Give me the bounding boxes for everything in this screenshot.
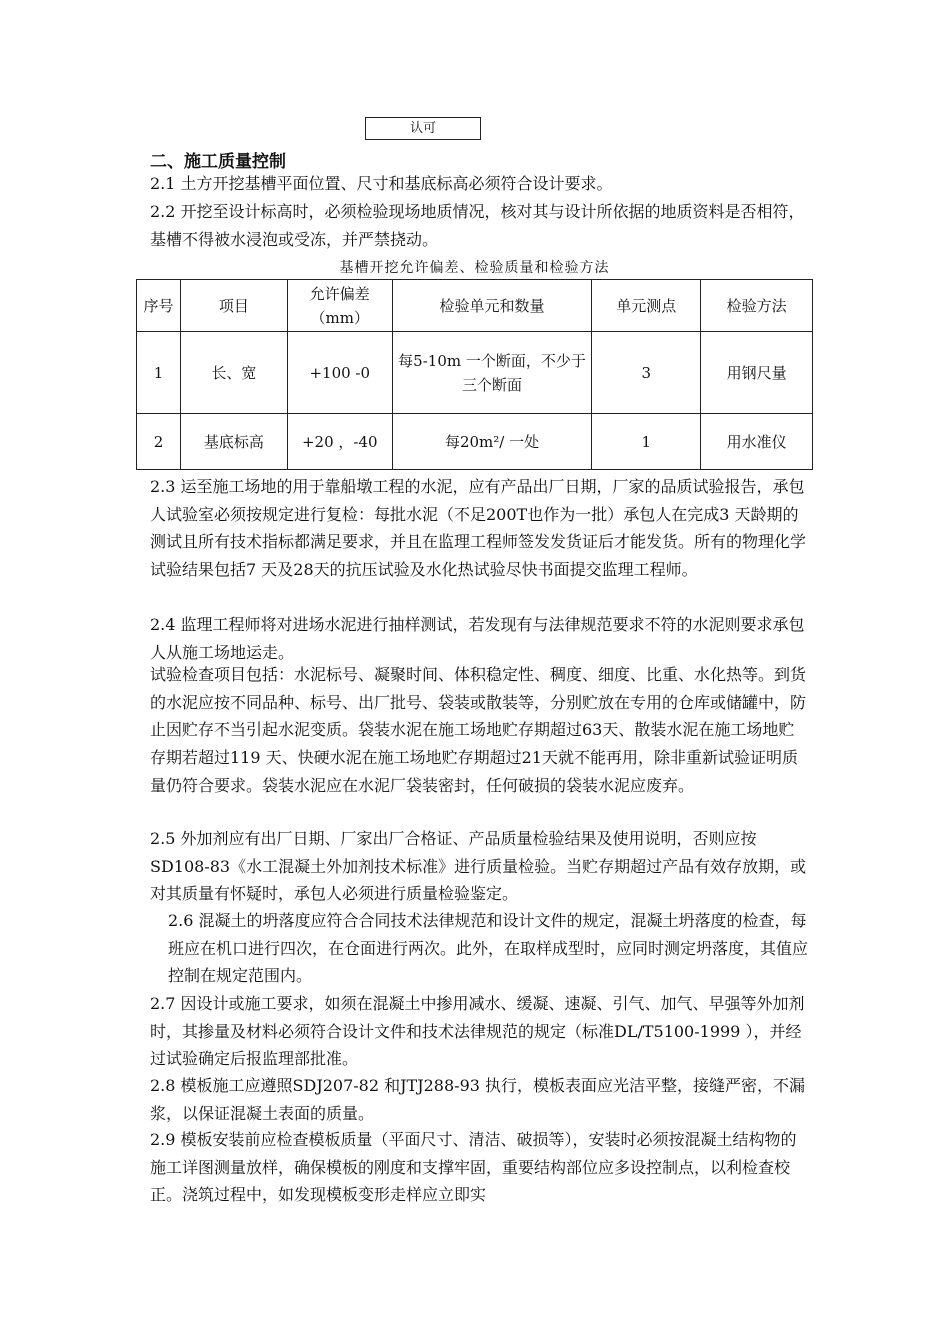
header-cell: 检验方法 [701, 280, 813, 332]
table-row [137, 414, 813, 470]
header-cell: 序号 [137, 280, 181, 332]
approval-stamp-box: 认可 [365, 117, 481, 140]
table-cell: 3 [592, 332, 701, 414]
table-cell: 2 [137, 414, 181, 470]
header-cell: 项目 [180, 280, 287, 332]
section-heading: 二、施工质量控制 [150, 152, 286, 172]
table-cell: 基底标高 [180, 414, 287, 470]
table-caption: 基槽开挖允许偏差、检验质量和检验方法 [339, 260, 610, 276]
table-header-row [137, 280, 813, 332]
table-cell: 每20m²/ 一处 [392, 414, 592, 470]
table-cell: 每5-10m 一个断面，不少于三个断面 [392, 332, 592, 414]
inspection-table [136, 279, 813, 470]
table-cell: +20 ，-40 [287, 414, 392, 470]
table-cell: 长、宽 [180, 332, 287, 414]
paragraph-2-2: 2.2 开挖至设计标高时，必须检验现场地质情况，核对其与设计所依据的地质资料是否相符，基槽不得被水浸泡或受冻，并严禁挠动。 [150, 202, 805, 249]
paragraph-test-items: 试验检查项目包括：水泥标号、凝聚时间、体积稳定性、稠度、细度、比重、水化热等。到货的水泥应按不同品种、标号、出厂批号、袋装或散装等，分别贮放在专用的仓库或储罐中，防止因贮存不当引起水泥变质。袋装水泥在施工场地贮存期超过63天、散装水泥在施工场地贮存期若超过119 天、快硬水泥在施工场地贮存期超过21天就不能再用，除非重新试验证明质量仍符合要求。袋装水泥应在水泥厂袋装密封，任何破损的袋装水泥应废弃。 [150, 665, 807, 795]
paragraph-2-9: 2.9 模板安装前应检查模板质量（平面尺寸、清洁、破损等），安装时必须按混凝土结构物的施工详图测量放样，确保模板的刚度和支撑牢固，重要结构部位应多设控制点，以利检查校正。浇筑过程中，如发现模板变形走样应立即实 [150, 1130, 797, 1205]
paragraph-2-4: 2.4 监理工程师将对进场水泥进行抽样测试，若发现有与法律规范要求不符的水泥则要求承包人从施工场地运走。 [150, 615, 805, 662]
paragraph-2-1: 2.1 土方开挖基槽平面位置、尺寸和基底标高必须符合设计要求。 [150, 174, 613, 193]
table-cell: +100 -0 [287, 332, 392, 414]
header-cell: 允许偏差（mm） [287, 280, 392, 332]
table-cell: 用水准仪 [701, 414, 813, 470]
table-row [137, 332, 813, 414]
table-cell: 1 [137, 332, 181, 414]
table-cell: 1 [592, 414, 701, 470]
paragraph-2-7: 2.7 因设计或施工要求，如须在混凝土中掺用减水、缓凝、速凝、引气、加气、早强等外加剂时，其掺量及材料必须符合设计文件和技术法律规范的规定（标准DL/T5100-1999 ），并经过试验确定后报监理部批准。 [150, 994, 805, 1069]
paragraph-2-5: 2.5 外加剂应有出厂日期、厂家出厂合格证、产品质量检验结果及使用说明，否则应按SD108-83《水工混凝土外加剂技术标准》进行质量检验。当贮存期超过产品有效存放期，或对其质量有怀疑时，承包人必须进行质量检验鉴定。 [150, 829, 807, 904]
paragraph-2-8: 2.8 模板施工应遵照SDJ207-82 和JTJ288-93 执行，模板表面应光洁平整，接缝严密，不漏浆，以保证混凝土表面的质量。 [150, 1076, 806, 1123]
header-cell: 单元测点 [592, 280, 701, 332]
header-cell: 检验单元和数量 [392, 280, 592, 332]
table-cell: 用钢尺量 [701, 332, 813, 414]
paragraph-2-6: 2.6 混凝土的坍落度应符合合同技术法律规范和设计文件的规定，混凝土坍落度的检查，每班应在机口进行四次，在仓面进行两次。此外，在取样成型时，应同时测定坍落度，其值应控制在规定范围内。 [168, 911, 809, 986]
paragraph-2-3: 2.3 运至施工场地的用于靠船墩工程的水泥，应有产品出厂日期，厂家的品质试验报告，承包人试验室必须按规定进行复检：每批水泥（不足200T也作为一批）承包人在完成3 天龄期的测试且所有技术指标都满足要求，并且在监理工程师签发发货证后才能发货。所有的物理化学试验结果包括7 天及28天的抗压试验及水化热试验尽快书面提交监理工程师。 [150, 477, 807, 580]
